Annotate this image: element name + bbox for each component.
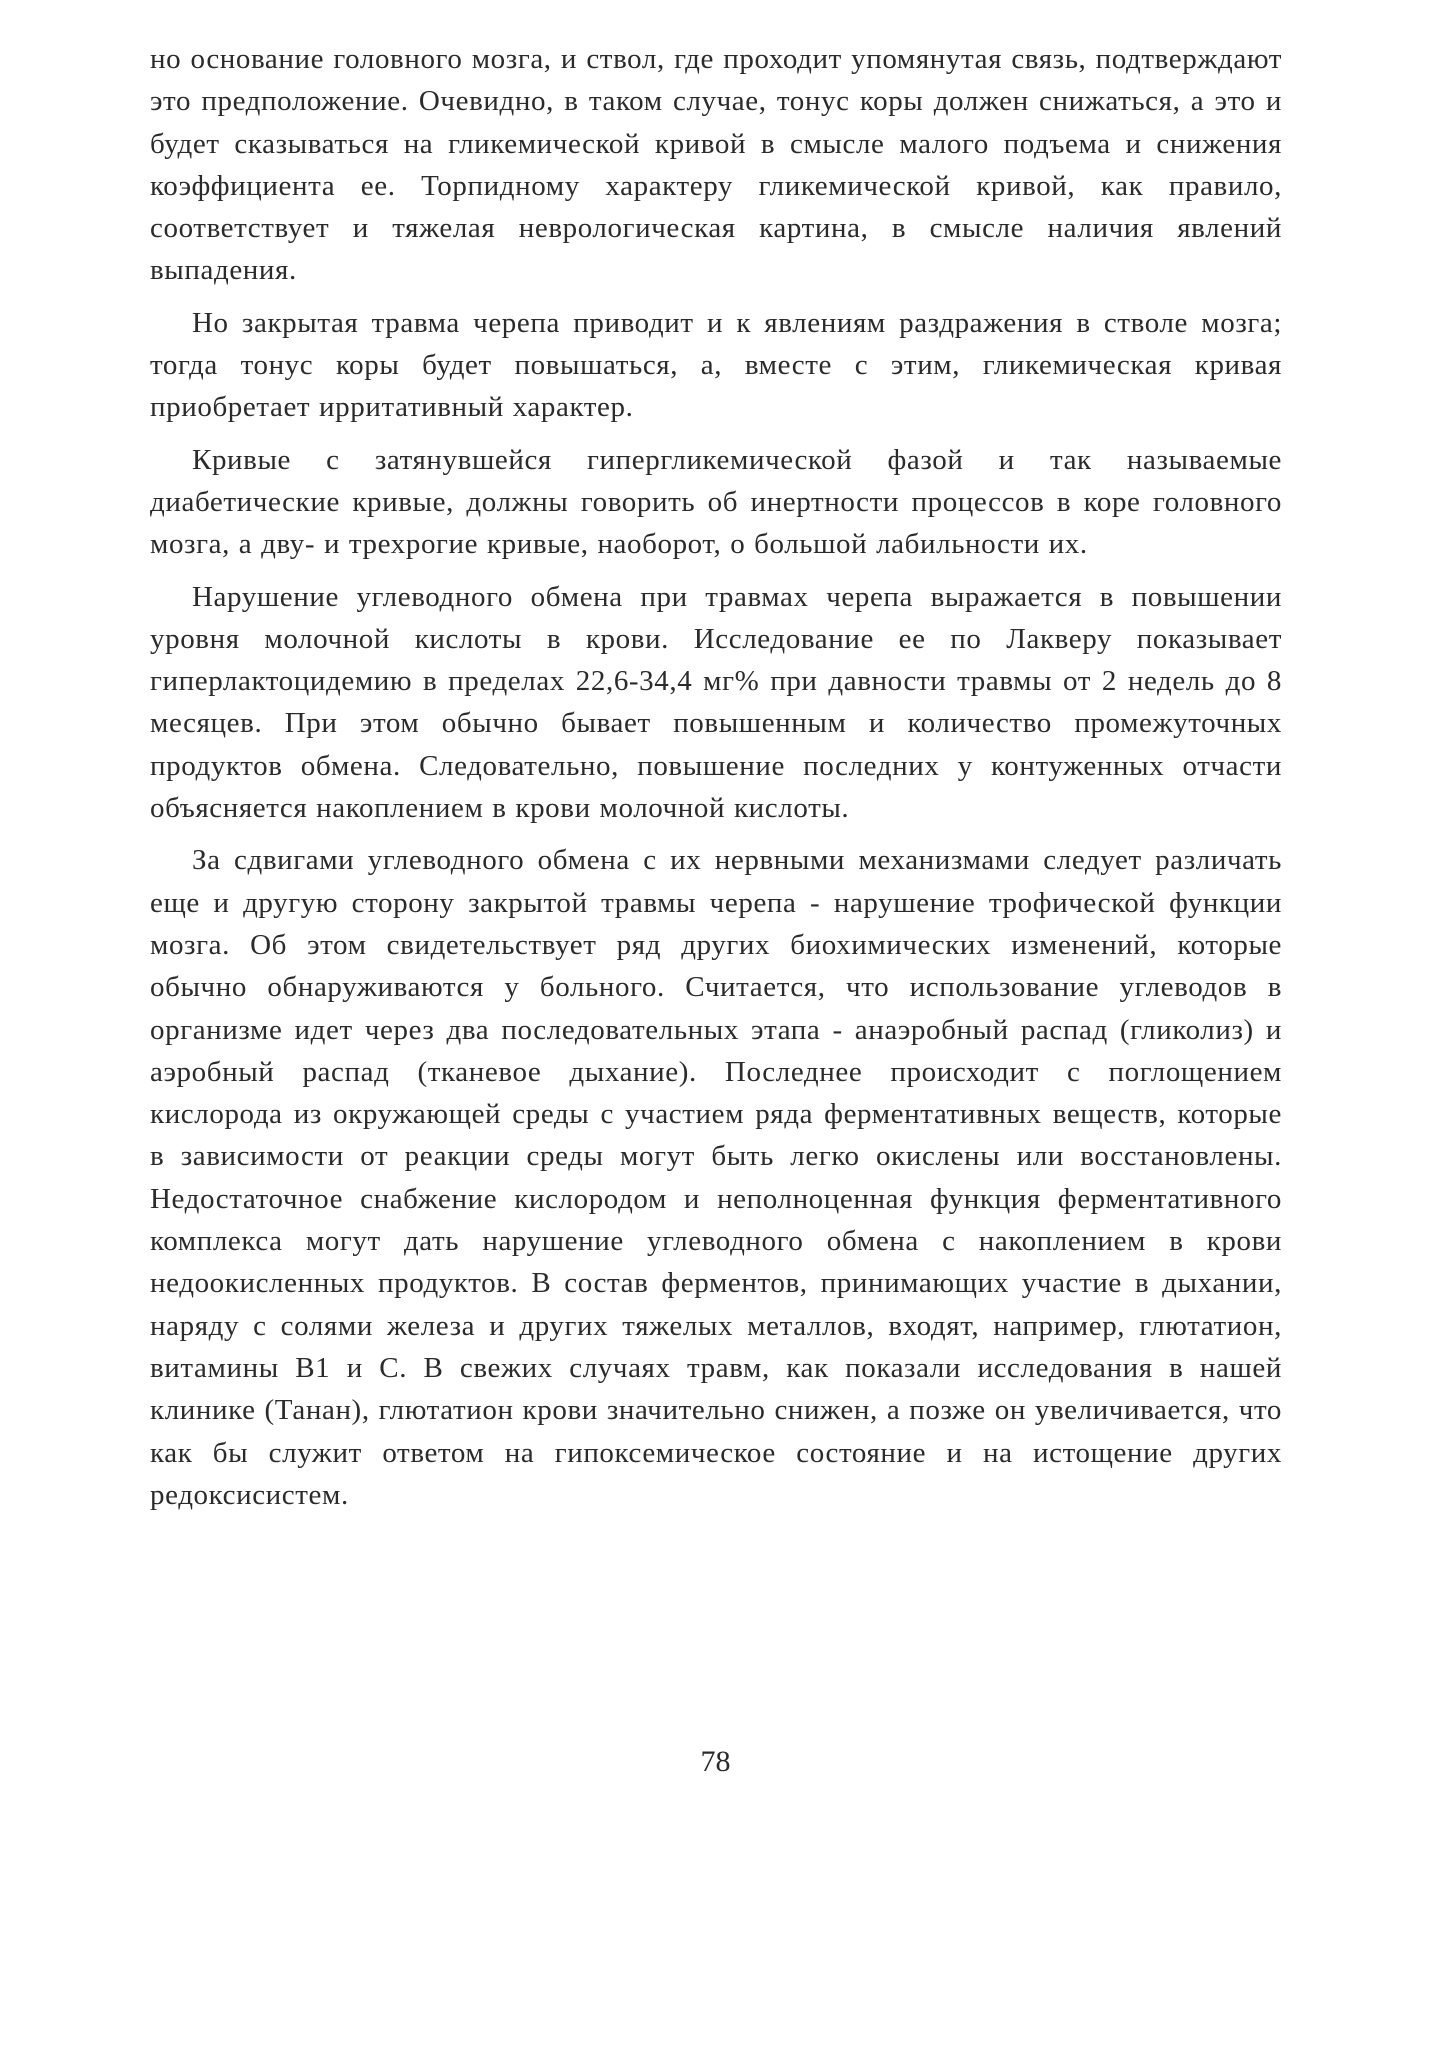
page-body [150, 38, 1282, 1526]
paragraph-continuation: но основание головного мозга, и ствол, где проходит упомянутая связь, подтверждают это предположение. Очевидно, в таком случае, тонус коры должен снижаться, а это и будет сказываться на гликемической кривой в смысле малого подъема и снижения коэффициента ее. Торпидному характеру гликемической кривой, как правило, соответствует и тяжелая неврологическая картина, в смысле наличия явлений выпадения. [150, 43, 1282, 287]
page-number: 78 [700, 1745, 731, 1778]
paragraph-lactic-acid: Нарушение углеводного обмена при травмах черепа выражается в повышении уровня молочной кислоты в крови. Исследование ее по Лакверу показывает гиперлактоцидемию в пределах 22,6-34,4 мг% при давности травмы от 2 недель до 8 месяцев. При этом обычно бывает повышенным и количество промежуточных продуктов обмена. Следовательно, повышение последних у контуженных отчасти объясняется накоплением в крови молочной кислоты. [150, 580, 1282, 825]
paragraph-trophic-function: За сдвигами углеводного обмена с их нервными механизмами следует различать еще и другую сторону закрытой травмы черепа - нарушение трофической функции мозга. Об этом свидетельствует ряд других биохимических изменений, которые обычно обнаруживаются у больного. Считается, что использование углеводов в организме идет через два последовательных этапа - анаэробный распад (гликолиз) и аэробный распад (тканевое дыхание). Последнее происходит с поглощением кислорода из окружающей среды с участием ряда ферментативных веществ, которые в зависимости от реакции среды могут быть легко окислены или восстановлены. Недостаточное снабжение кислородом и неполноценная функция ферментативного комплекса могут дать нарушение углеводного обмена с накоплением в крови недоокисленных продуктов. В состав ферментов, принимающих участие в дыхании, наряду с солями железа и других тяжелых металлов, входят, например, глютатион, витамины В1 и С. В свежих случаях травм, как показали исследования в нашей клинике (Танан), глютатион крови значительно снижен, а позже он увеличивается, что как бы служит ответом на гипоксемическое состояние и на истощение других редоксисистем. [150, 844, 1282, 1511]
paragraph-diabetic-curves: Кривые с затянувшейся гипергликемической фазой и так называемые диабетические кривые, должны говорить об инертности процессов в коре головного мозга, а дву- и трехрогие кривые, наоборот, о большой лабильности их. [150, 443, 1282, 561]
paragraph-brain-stem-irritation: Но закрытая травма черепа приводит и к явлениям раздражения в стволе мозга; тогда тонус коры будет повышаться, а, вместе с этим, гликемическая кривая приобретает ирритативный характер. [150, 306, 1282, 424]
